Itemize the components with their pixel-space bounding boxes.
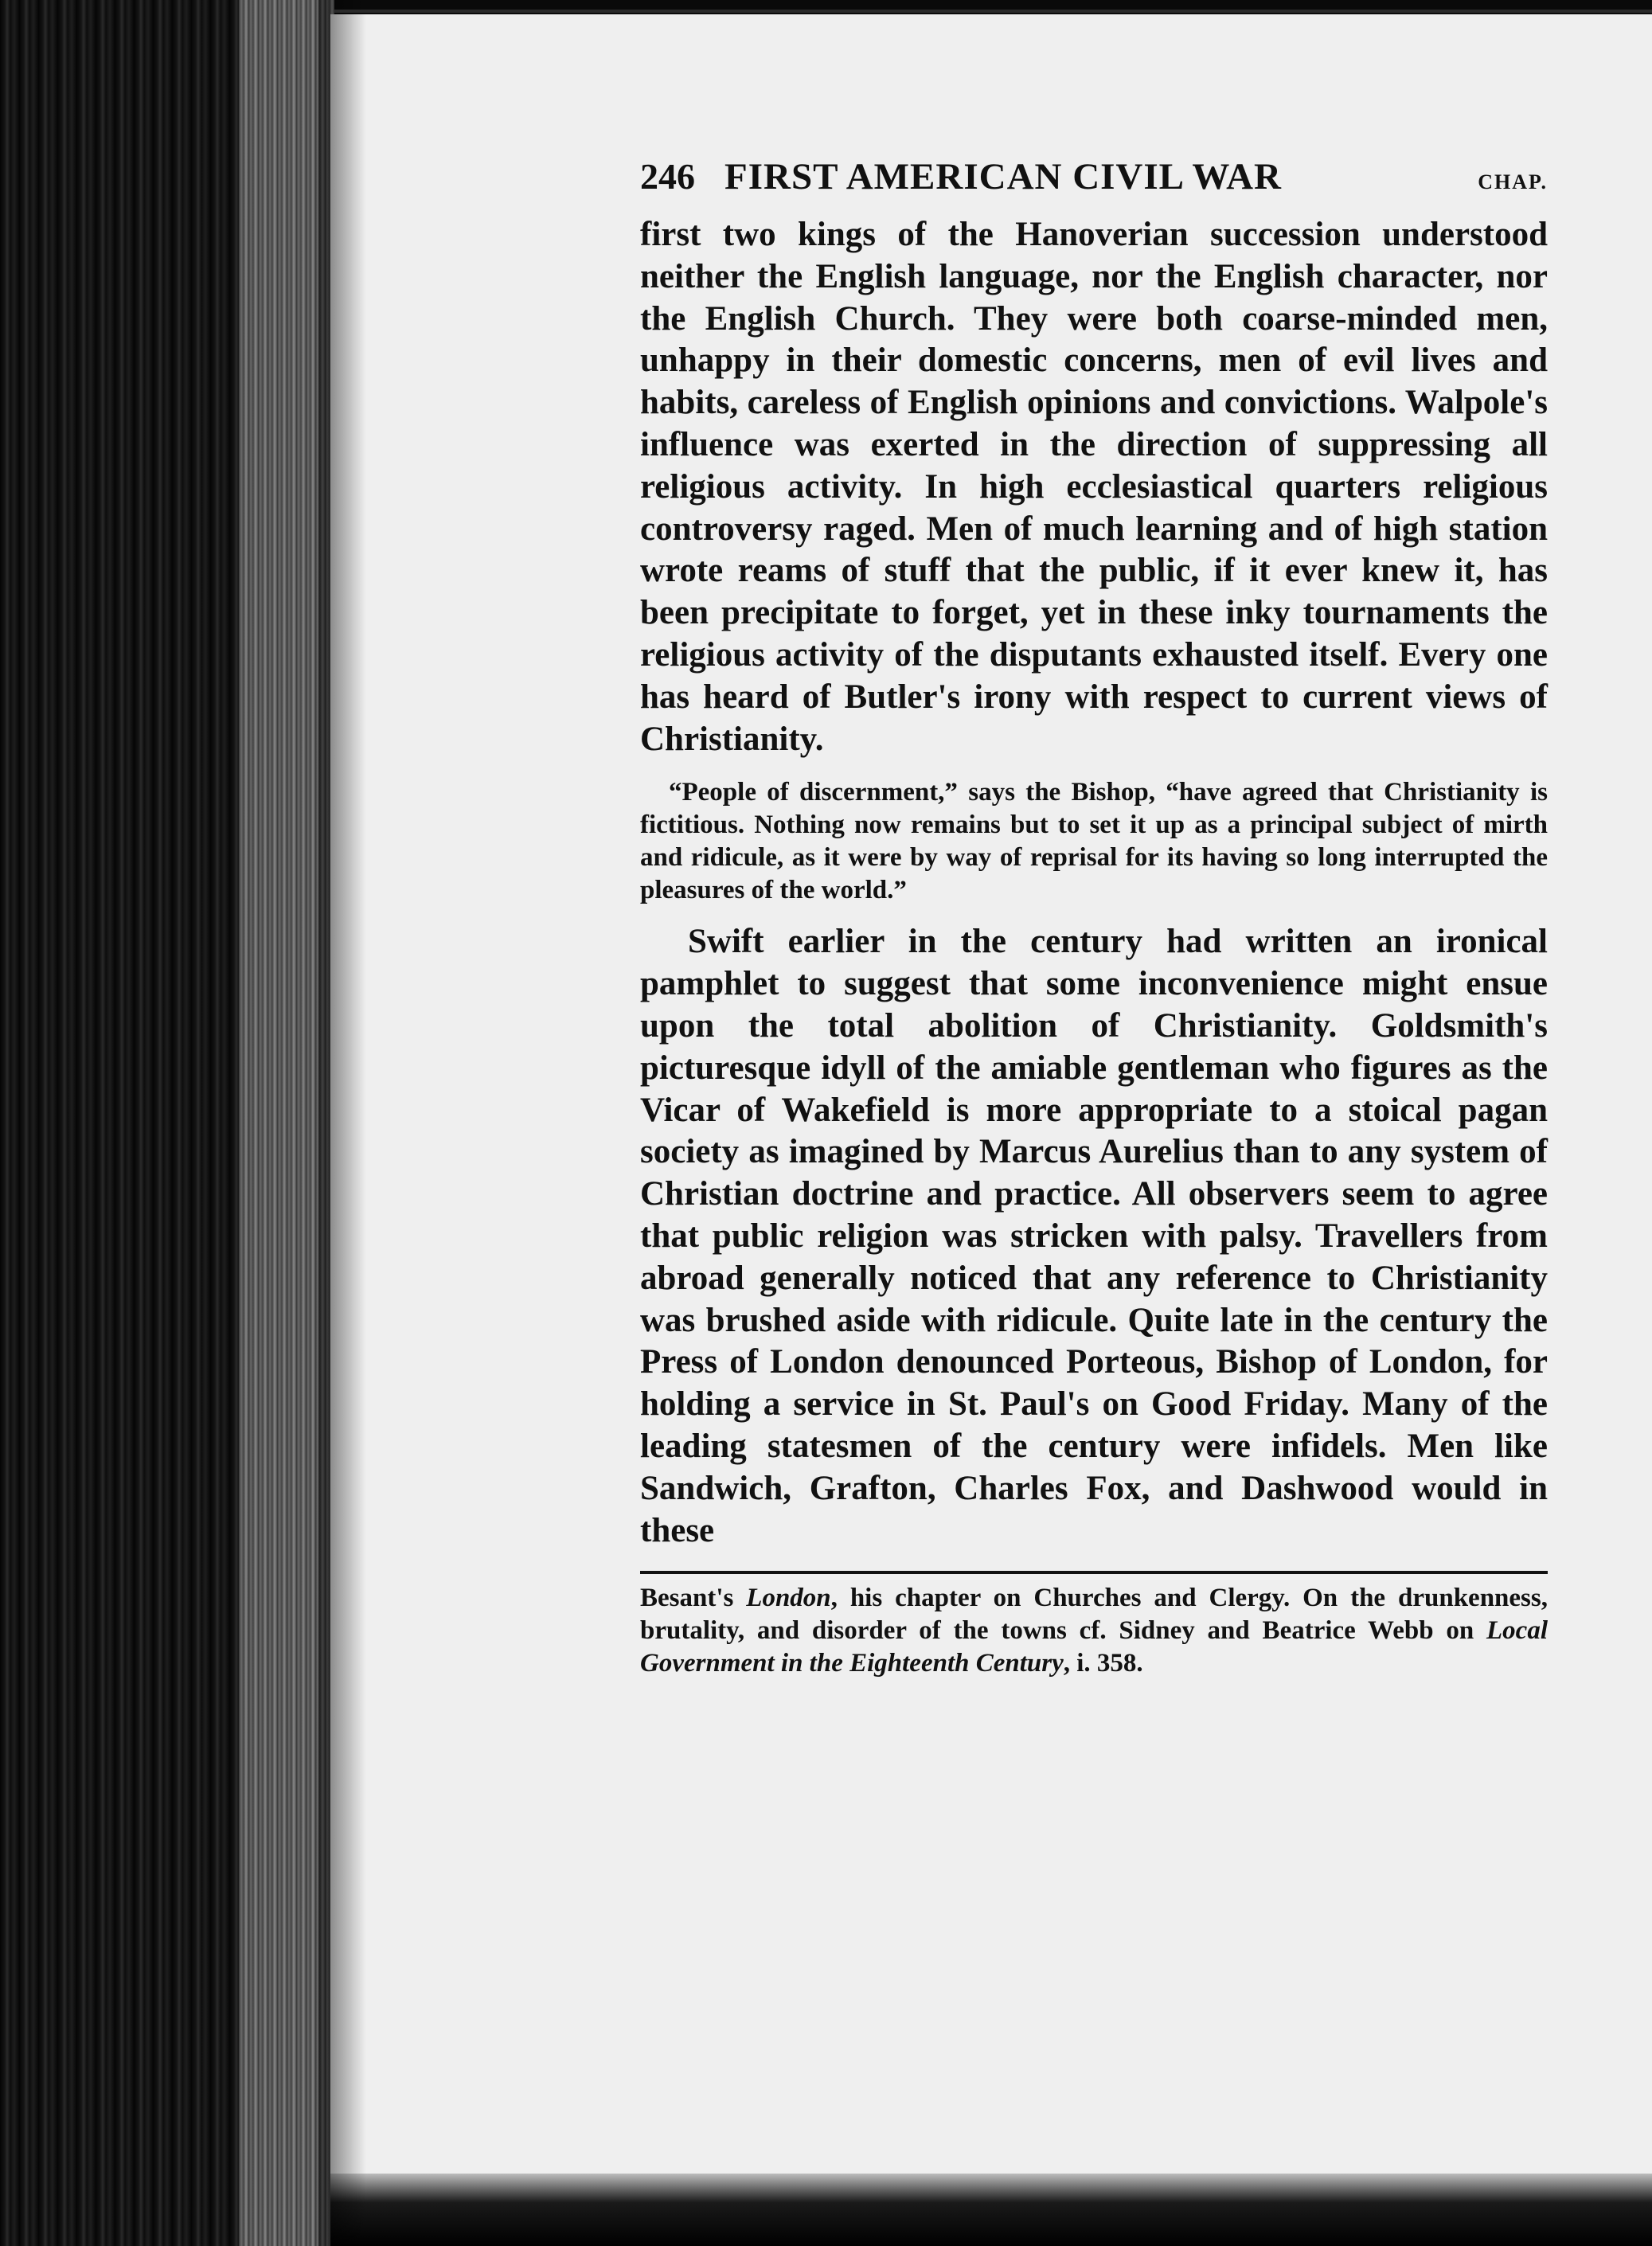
paragraph-1: first two kings of the Hanoverian succession understood neither the English language, nor the English character, nor the English Church. They were both coarse-minded men, unhappy in their domestic concerns, men of evil lives and habits, careless of English opinions and convictions. Walpole's influence was exerted in the direction of suppressing all religious activity. In high ecclesiastical quarters religious controversy raged. Men of much learning and of high station wrote reams of stuff that the public, if it ever knew it, has been precipitate to forget, yet in these inky tournaments the religious activity of the disputants exhausted itself. Every one has heard of Butler's irony with respect to current views of Christianity.: [640, 216, 1548, 758]
footnote-part-2: , his chapter on Churches and Clergy. On the drunkenness, brutality, and disorder of the towns cf. Sidney and Beatrice Webb on: [640, 1584, 1548, 1646]
block-quote: “People of discernment,” says the Bishop, “have agreed that Christianity is fictitious. Nothing now remains but to set it up as a principal subject of mirth and ridicule, as it were by way of reprisal for its having so long interrupted the pleasures of the world.”: [640, 778, 1548, 905]
footnote-title-2: Local Government in the Eighteenth Century: [640, 1616, 1548, 1678]
page-bottom-edge: [330, 2174, 1652, 2246]
page-number: 246: [640, 156, 695, 197]
running-head: [640, 155, 1548, 201]
page-top-edge: [334, 10, 1652, 13]
running-title: FIRST AMERICAN CIVIL WAR: [724, 156, 1282, 197]
footnote-rule: [640, 1571, 1548, 1574]
footnote-title-1: London: [746, 1584, 831, 1613]
chapter-label: CHAP.: [1478, 170, 1548, 193]
footnote-part-1: Besant's: [640, 1584, 747, 1613]
gutter-shadow: [318, 0, 366, 2246]
footnote: [640, 1582, 1548, 1680]
page-content: [640, 155, 1548, 1680]
paragraph-2: Swift earlier in the century had written an ironical pamphlet to suggest that some inconvenience might ensue upon the total abolition of Christianity. Goldsmith's picturesque idyll of the amiable gentleman who figures as the Vicar of Wakefield is more appropriate to a stoical pagan society as imagined by Marcus Aurelius than to any system of Christian doctrine and practice. All observers seem to agree that public religion was stricken with palsy. Travellers from abroad generally noticed that any reference to Christianity was brushed aside with ridicule. Quite late in the century the Press of London denounced Porteous, Bishop of London, for holding a service in St. Paul's on Good Friday. Many of the leading statesmen of the century were infidels. Men like Sandwich, Grafton, Charles Fox, and Dashwood would in these: [640, 923, 1548, 1549]
footnote-part-3: , i. 358.: [1063, 1649, 1143, 1678]
